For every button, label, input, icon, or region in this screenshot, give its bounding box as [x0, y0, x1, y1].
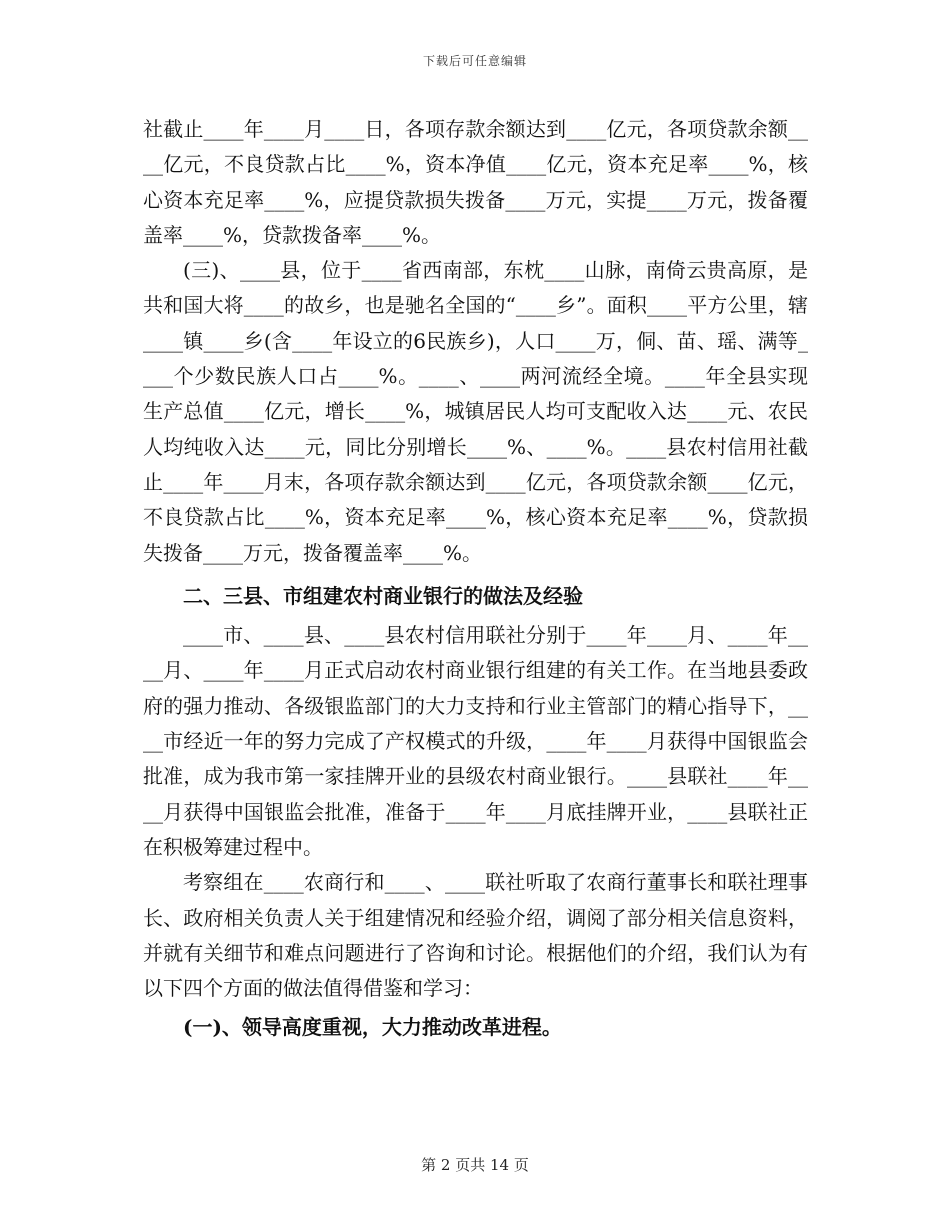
document-body [143, 112, 808, 1046]
paragraph-inspection: 考察组在____农商行和____、____联社听取了农商行董事长和联社理事长、政府相关负责人关于组建情况和经验介绍，调阅了部分相关信息资料，并就有关细节和难点问题进行了咨询和讨论。根据他们的介绍，我们认为有以下四个方面的做法值得借鉴和学习： [143, 870, 808, 1001]
paragraph-continued: 社截止____年____月____日，各项存款余额达到____亿元，各项贷款余额____亿元，不良贷款占比____%，资本净值____亿元，资本充足率____%，核心资本充足率____%，应提贷款损失拨备____万元，实提____万元，拨备覆盖率____%，贷款拨备率____%。 [143, 117, 808, 247]
subsection-heading-one: (一)、领导高度重视，大力推动改革进程。 [183, 1015, 562, 1040]
paragraph-county-three: (三)、____县，位于____省西南部，东枕____山脉，南倚云贵高原，是共和国大将____的故乡，也是驰名全国的“____乡”。面积____平方公里，辖____镇____乡(含____年设立的6民族乡)，人口____万，侗、苗、瑶、满等____个少数民族人口占____%。____、____两河流经全境。____年全县实现生产总值____亿元，增长____%，城镇居民人均可支配收入达____元、农民人均纯收入达____元，同比分别增长____%、____%。____县农村信用社截止____年____月末，各项存款余额达到____亿元，各项贷款余额____亿元，不良贷款占比____%，资本充足率____%，核心资本充足率____%，贷款损失拨备____万元，拨备覆盖率____%。 [143, 258, 808, 565]
paragraph-launch-work: ____市、____县、____县农村信用联社分别于____年____月、____年____月、____年____月正式启动农村商业银行组建的有关工作。在当地县委政府的强力推动、各级银监部门的大力支持和行业主管部门的精心指导下，____市经近一年的努力完成了产权模式的升级，____年____月获得中国银监会批准，成为我市第一家挂牌开业的县级农村商业银行。____县联社____年____月获得中国银监会批准，准备于____年____月底挂牌开业，____县联社正在积极筹建过程中。 [143, 623, 808, 859]
section-heading-two: 二、三县、市组建农村商业银行的做法及经验 [183, 583, 583, 608]
page-header-note: 下载后可任意编辑 [422, 54, 527, 68]
page-number: 第 2 页共 14 页 [421, 1156, 529, 1174]
